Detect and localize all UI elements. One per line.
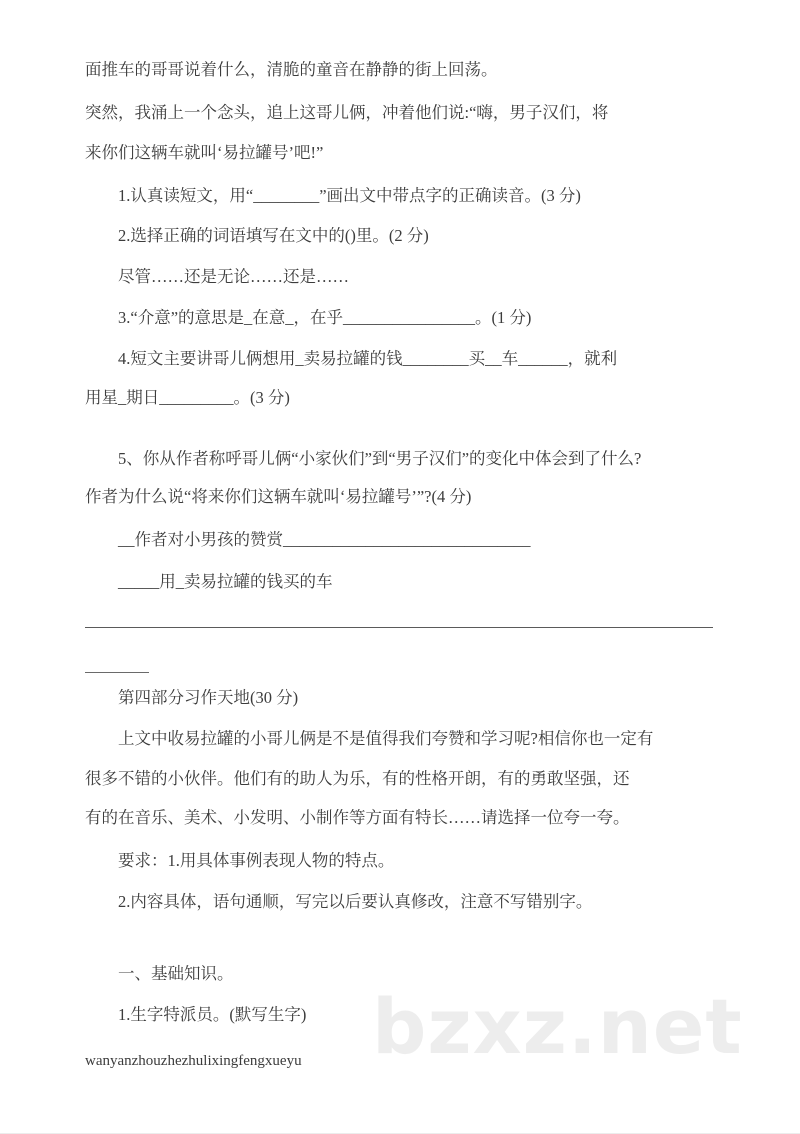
spacer — [85, 327, 713, 351]
pinyin-dictation-line: wanyanzhouzhezhulixingfengxueyu — [85, 1052, 302, 1069]
basics-section-heading: 一、基础知识。 — [118, 963, 234, 983]
spacer — [85, 787, 713, 810]
writing-prompt-line-1: 上文中收易拉罐的小哥儿俩是不是值得我们夸赞和学习呢?相信你也一定有 — [118, 729, 654, 748]
spacer — [85, 285, 713, 310]
answer-line-1: __作者对小男孩的赞赏______________________________ — [118, 529, 531, 549]
spacer — [85, 1024, 713, 1054]
writing-prompt-line-3: 有的在音乐、美术、小发明、小制作等方面有特长……请选择一位夸一夸。 — [85, 808, 630, 827]
question-2-options: 尽管……还是无论……还是…… — [118, 266, 349, 286]
spacer — [85, 367, 713, 390]
writing-section-heading: 第四部分习作天地(30 分) — [118, 687, 299, 707]
basics-item-1: 1.生字特派员。(默写生字) — [118, 1005, 307, 1024]
spacer — [85, 506, 713, 532]
writing-prompt-line-2: 很多不错的小伙伴。他们有的助人为乐，有的性格开朗，有的勇敢坚强，还 — [85, 768, 630, 788]
writing-requirement-1: 要求：1.用具体事例表现人物的特点。 — [118, 850, 395, 870]
passage-line-1: 面推车的哥哥说着什么，清脆的童音在静静的街上回荡。 — [85, 60, 498, 79]
spacer — [85, 467, 713, 489]
spacer — [85, 162, 713, 188]
spacer — [85, 407, 713, 451]
question-4-line-2: 用星_期日_________。(3 分) — [85, 388, 290, 407]
spacer — [85, 79, 713, 105]
watermark-bzxz: bzxz.net — [372, 982, 743, 1071]
writing-requirement-2: 2.内容具体，语句通顺，写完以后要认真修改，注意不写错别字。 — [118, 892, 593, 911]
question-5-line-2: 作者为什么说“将来你们这辆车就叫‘易拉罐号’”?(4 分) — [85, 487, 472, 506]
question-2: 2.选择正确的词语填写在文中的()里。(2 分) — [118, 226, 429, 245]
passage-line-3: 来你们这辆车就叫‘易拉罐号’吧!” — [85, 143, 324, 162]
spacer — [85, 982, 713, 1007]
spacer — [85, 204, 713, 228]
spacer — [85, 673, 713, 690]
spacer — [85, 121, 713, 145]
question-1: 1.认真读短文，用“________”画出文中带点字的正确读音。(3 分) — [118, 185, 581, 205]
spacer — [85, 748, 713, 771]
question-4-line-1: 4.短文主要讲哥儿俩想用_卖易拉罐的钱________买__车______，就利 — [118, 348, 618, 368]
question-3: 3.“介意”的意思是_在意_，在乎________________。(1 分) — [118, 308, 532, 327]
spacer — [85, 245, 713, 269]
question-5-line-1: 5、你从作者称呼哥儿俩“小家伙们”到“男子汉们”的变化中体会到了什么? — [118, 448, 642, 468]
spacer — [85, 706, 713, 731]
spacer — [85, 548, 713, 574]
spacer — [85, 591, 713, 627]
passage-line-2: 突然，我涌上一个念头，追上这哥儿俩，冲着他们说:“嗨，男子汉们，将 — [85, 102, 609, 122]
spacer — [85, 628, 713, 672]
spacer — [85, 911, 713, 966]
spacer — [85, 827, 713, 853]
answer-line-2: _____用_卖易拉罐的钱买的车 — [118, 572, 333, 591]
spacer — [85, 869, 713, 894]
